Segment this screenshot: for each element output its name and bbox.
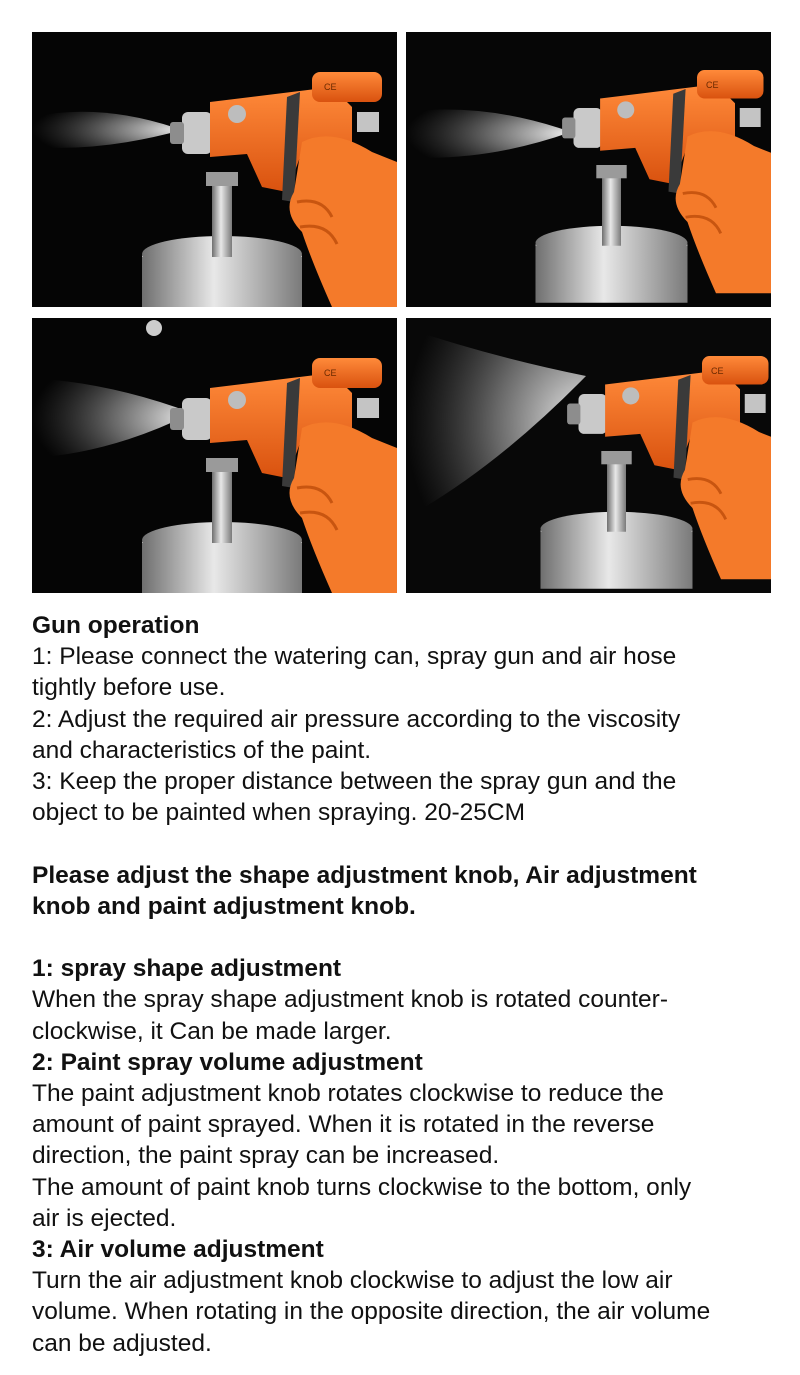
section-line: clockwise, it Can be made larger. xyxy=(32,1017,392,1045)
section-line: direction, the paint spray can be increased. xyxy=(32,1142,500,1170)
section-line: volume. When rotating in the opposite direction, the air volume xyxy=(32,1298,711,1326)
spray-gun-photo xyxy=(32,318,397,593)
section-heading: 2: Paint spray volume adjustment xyxy=(32,1048,423,1076)
section-line: When the spray shape adjustment knob is rotated counter- xyxy=(32,986,668,1014)
operation-line: 3: Keep the proper distance between the spray gun and the xyxy=(32,768,677,796)
section-line: air is ejected. xyxy=(32,1204,177,1232)
section-heading: 3: Air volume adjustment xyxy=(32,1236,324,1264)
operation-line: object to be painted when spraying. 20-25CM xyxy=(32,799,526,827)
spray-gun-photo xyxy=(32,32,397,307)
spray-gun-photo xyxy=(406,318,771,593)
instructions-text xyxy=(32,610,777,1359)
section-heading: 1: spray shape adjustment xyxy=(32,955,342,983)
spray-gun-photo xyxy=(406,32,771,307)
adjust-intro-line: Please adjust the shape adjustment knob, Air adjustment xyxy=(32,861,697,889)
section-line: can be adjusted. xyxy=(32,1329,212,1357)
section-line: The amount of paint knob turns clockwise to the bottom, only xyxy=(32,1173,692,1201)
operation-line: 2: Adjust the required air pressure according to the viscosity xyxy=(32,705,681,733)
ce-mark: CE xyxy=(706,80,719,90)
operation-line: 1: Please connect the watering can, spray gun and air hose xyxy=(32,643,677,671)
operation-heading: Gun operation xyxy=(32,612,200,639)
section-line: amount of paint sprayed. When it is rotated in the reverse xyxy=(32,1111,655,1139)
adjust-intro-line: knob and paint adjustment knob. xyxy=(32,892,416,920)
ce-mark: CE xyxy=(324,82,337,92)
ce-mark: CE xyxy=(324,368,337,378)
operation-line: tightly before use. xyxy=(32,674,226,702)
photo-grid xyxy=(32,32,771,593)
operation-line: and characteristics of the paint. xyxy=(32,736,372,764)
ce-mark: CE xyxy=(711,366,724,376)
section-line: The paint adjustment knob rotates clockwise to reduce the xyxy=(32,1080,664,1108)
section-line: Turn the air adjustment knob clockwise to adjust the low air xyxy=(32,1267,673,1295)
